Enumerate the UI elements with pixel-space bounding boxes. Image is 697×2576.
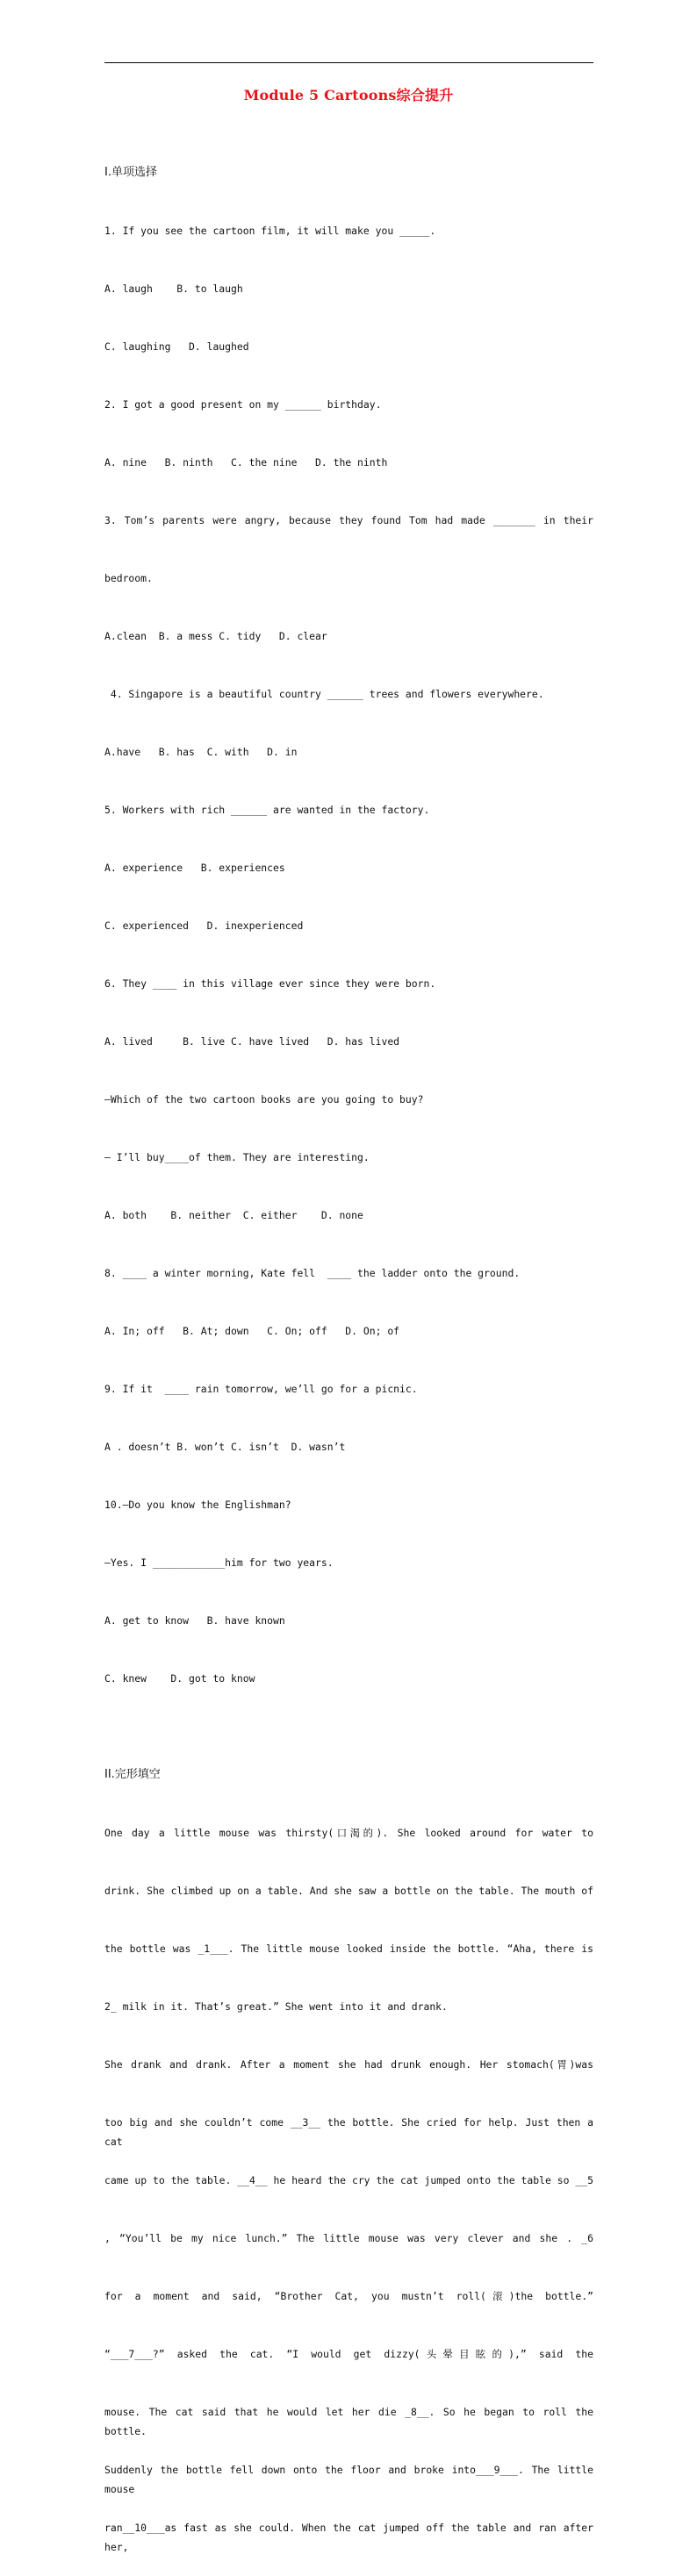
text-line: drink. She climbed up on a table. And she saw a bottle on the table. The mouth of [104, 1885, 593, 1897]
text-line: A.clean B. a mess C. tidy D. clear [104, 630, 327, 642]
text-line: — I’ll buy____of them. They are interesting. [104, 1151, 370, 1163]
text-line: C. experienced D. inexperienced [104, 919, 304, 932]
text-line: A.have B. has C. with D. in [104, 746, 298, 758]
text-line: A. In; off B. At; down C. On; off D. On; of [104, 1325, 400, 1337]
text-line: 6. They ____ in this village ever since they were born. [104, 977, 436, 990]
text-line: bedroom. [104, 572, 153, 584]
text-line: A. get to know B. have known [104, 1614, 285, 1627]
section-heading: I.单项选择 [104, 166, 157, 179]
text-line: , “You’ll be my nice lunch.” The little mouse was very clever and she . _6 [104, 2232, 593, 2244]
text-line: A. both B. neither C. either D. none [104, 1209, 363, 1221]
text-line: 10.—Do you know the Englishman? [104, 1499, 291, 1511]
text-line: C. laughing D. laughed [104, 340, 249, 353]
text-line: 4. Singapore is a beautiful country ______ trees and flowers everywhere. [104, 688, 544, 700]
page-title: Module 5 Cartoons综合提升 [243, 87, 454, 104]
text-line: for a moment and said, “Brother Cat, you mustn’t roll(滚)the bottle.” [104, 2290, 593, 2302]
text-line: A. experience B. experiences [104, 862, 285, 874]
text-line: One day a little mouse was thirsty(口渴的). She looked around for water to [104, 1827, 593, 1839]
text-line: A. lived B. live C. have lived D. has lived [104, 1035, 400, 1048]
text-line: A. laugh B. to laugh [104, 283, 243, 295]
text-line: 3. Tom’s parents were angry, because they found Tom had made _______ in their [104, 514, 593, 526]
text-line: A . doesn’t B. won’t C. isn’t D. wasn’t [104, 1441, 346, 1453]
text-line: —Which of the two cartoon books are you going to buy? [104, 1093, 424, 1106]
text-line: Suddenly the bottle fell down onto the floor and broke into___9___. The little mouse [104, 2464, 593, 2495]
document-body [104, 105, 593, 2576]
text-line: came up to the table. __4__ he heard the cry the cat jumped onto the table so __5 [104, 2174, 593, 2186]
text-line: the bottle was _1___. The little mouse looked inside the bottle. “Aha, there is [104, 1943, 593, 1955]
text-line: 5. Workers with rich ______ are wanted in the factory. [104, 804, 430, 816]
text-line: A. nine B. ninth C. the nine D. the ninth [104, 456, 388, 469]
text-line: C. knew D. got to know [104, 1672, 255, 1685]
text-line: 2_ milk in it. That’s great.” She went into it and drank. [104, 2000, 448, 2013]
text-line: —Yes. I ____________him for two years. [104, 1556, 334, 1569]
text-line: 1. If you see the cartoon film, it will make you _____. [104, 225, 436, 237]
section-heading: II.完形填空 [104, 1768, 161, 1781]
text-line: ran__10___as fast as she could. When the cat jumped off the table and ran after her, [104, 2522, 593, 2553]
text-line: 2. I got a good present on my ______ birthday. [104, 398, 382, 411]
text-line: She drank and drank. After a moment she had drunk enough. Her stomach(胃)was [104, 2058, 593, 2071]
text-line: mouse. The cat said that he would let her die _8__. So he began to roll the bottle. [104, 2406, 593, 2437]
text-line: 9. If it ____ rain tomorrow, we’ll go for a picnic. [104, 1383, 418, 1395]
text-line: “___7___?” asked the cat. “I would get dizzy(头晕目眩的),” said the [104, 2348, 593, 2360]
text-line: too big and she couldn’t come __3__ the bottle. She cried for help. Just then a cat [104, 2116, 593, 2148]
header-rule [104, 62, 593, 63]
text-line: 8. ____ a winter morning, Kate fell ____ the ladder onto the ground. [104, 1267, 521, 1279]
